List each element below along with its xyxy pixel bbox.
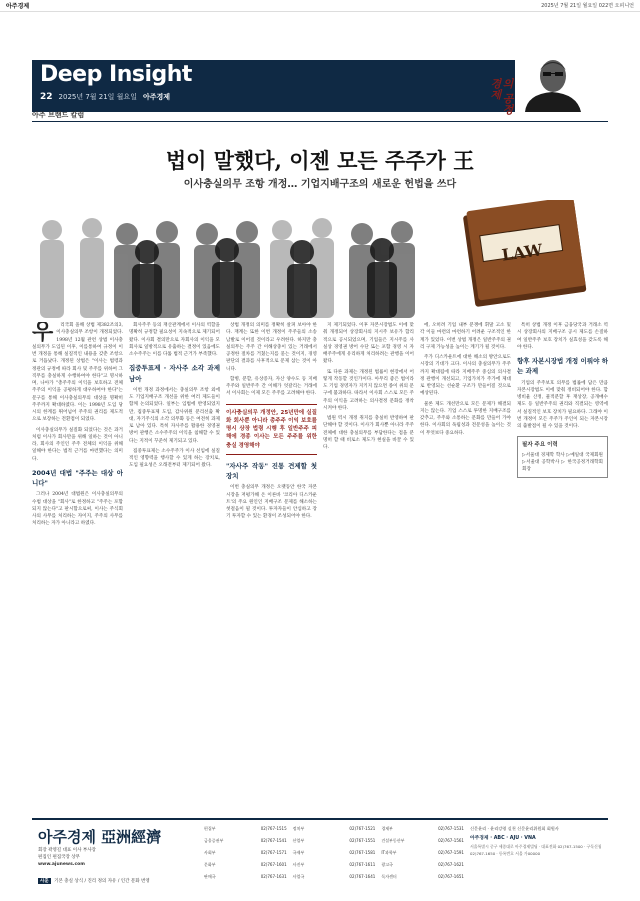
phone-label: 산업부 [292,838,305,843]
partner-logos: 아주경제 · ABC · AJU · VNA [470,835,536,841]
phone-number: 02)767-1541 [260,838,287,843]
paragraph: 기업의 주주보호 의무를 법률에 담은 만큼 자본시장법도 이에 맞춰 정비되어야 한다. 합병비율 산정, 물적분할 후 재상장, 공개매수 제도 등 일반주주의 권리와 직결되는 영역에서 실질적인 보호 장치가 필요하다. 그래야 이번 개정이 모든 주주가 주인이 되는 자본시장의 출발점이 될 수 있을 것이다. [517,380,608,430]
phone-row [381,862,464,874]
phone-number: 02)767-1591 [438,850,464,855]
paragraph: 상법 개정의 의미를 정확히 살펴 보아야 한다. 재계는 또한 이번 개정이 주주들의 소송 남발로 이어질 것이라고 우려한다. 하지만 충실의무는 주주 간 이해상충이 있는 거래에서 공정한 절차를 거쳤는지를 묻는 것이지, 경영 판단의 결과를 사후적으로 문제 삼는 것이 아니다. [226,323,317,372]
column-5 [420,322,511,802]
phone-row [204,850,287,862]
phone-label: 정치부 [292,826,305,831]
illustration-crowd-law-book [32,200,608,318]
paragraph: 특히 상법 개정 이후 금융당국과 거래소 역시 상장회사의 지배구조 공시 제도를 손질하여 일반주주 보호 장치가 실효성을 갖도록 해야 한다. [517,323,608,350]
article-body [32,322,608,802]
series-label: 아주 브랜드 칼럼 [32,111,85,119]
profile-title: 필자 주요 이력 [522,442,558,449]
phone-row [381,826,464,838]
department-phone-list [204,826,464,886]
footer-address: 서울특별시 중구 세종대로 아주경제빌딩 · 대표전화 02)767-1500 · 구독신청 02)767-1650 · 등록번호 서울 가00000 [470,844,602,856]
paragraph: 그러나 2004년 대법원은 이사충실의무의 수범 대상을 "회사"로 한정하고 "주주는 포함되지 않는다"고 판시함으로써, 이사는 주식회사의 사무를 처리하는 자이지, 주주의 사무를 처리하는 자가 아니라고 하였다. [32,492,123,527]
page-top-bar [0,0,640,12]
footer-right-info [470,826,608,857]
paragraph: 물론 제도 개선만으로 모든 문제가 해결되지는 않는다. 기업 스스로 투명한 지배구조를 갖추고, 주주와 소통하는 문화를 만들어 가야 한다. 이사회의 독립성과 전문성을 높이는 것이 무엇보다 중요하다. [420,401,511,436]
phone-number: 02)767-1581 [349,850,376,855]
section-heading: 집중투표제 · 자사주 소각 과제 남아 [129,364,220,383]
phone-row [293,850,376,862]
motto-label: 사훈 [40,879,49,884]
header-rule [32,121,608,122]
law-book-label: LAW [500,240,544,265]
headline: 법이 말했다, 이젠 모든 주주가 王 [165,148,475,173]
phone-row [381,838,464,850]
paragraph: 주가 디스카운트에 대한 해소의 방안으로도 시장의 기대가 크다. 이사의 충실의무가 주주까지 확대됨에 따라 지배주주 중심의 의사결정 관행이 개선되고, 기업가치가 주가에 제대로 반영되는 선순환 구조가 만들어질 것으로 예상된다. [420,355,511,397]
phone-row [204,826,287,838]
footer-staff-info [38,848,188,869]
paragraph: 집중투표제는 소수주주가 이사 선임에 실질적인 영향력을 행사할 수 있게 하는 장치로, 도입 필요성은 오래전부터 제기되어 왔다. [129,448,220,469]
phone-row [293,838,376,850]
paragraph: 에, 오히려 기업 내부 분쟁에 휘말 고소 및 각 이들 마련의 마련하기 어려운 구조적인 한계가 있었다. 이번 상법 개정은 일반주주의 권리 구제 가능성을 높이는 계기가 될 것이다. [420,323,511,350]
issue-date: 2025년 7월 21일 월요일 [58,93,137,101]
phone-label: 건설부동산부 [381,838,405,843]
pull-quote: 이사충실의무 개정안, 25년만에 실질화 회사뿐 아니라 총주주 이익 보호를 명시 상장 법령 시행 후 일반주주 피해에 경종 이사는 모든 주주를 위한 충실 경영해야 [226,404,317,455]
phone-label: 사진부 [292,862,305,867]
phone-row [381,850,464,862]
section-heading: 향후 자본시장법 개정 이뤄야 하는 과제 [517,357,608,376]
phone-row [293,874,376,886]
phone-label: IT과학부 [381,850,397,855]
phone-label: 경제부 [381,826,393,831]
phone-label: 광고국 [381,862,393,867]
phone-label: 사회부 [204,850,216,855]
phone-number: 02)767-1601 [260,862,287,867]
profile-lines: ▷서울대 경제학 학사 ▷예일대 국제회원 ▷서울대 공학박사 ▷ 한국공정거래학회 회장 [522,452,603,473]
phone-row [204,838,287,850]
column-1 [32,322,123,802]
phone-number: 02)767-1561 [438,838,464,843]
phone-row [293,826,376,838]
paragraph: 지 제기되었다. 이후 자본시장법도 이에 맞춰 개정되어 상장회사의 지시주 보유가 합리적으로 공시되었으며, 기업들은 지시주를 사실상 경영권 방어 수단 또는 포함 경영 시 자배주주에게 유리하게 처리하려는 관행을 이어왔다. [323,323,414,365]
phone-number: 02)767-1515 [260,826,287,831]
phone-row [204,862,287,874]
columnist-portrait [515,50,590,112]
phone-label: 문화부 [204,862,216,867]
phone-number: 02)767-1651 [438,874,464,879]
paragraph: 이번 개정 과정에서는 충실의무 조항 외에도 기업지배구조 개선을 위한 여러 제도들이 함께 논의되었다. 일부는 입법에 반영되었지만, 집중투표제 도입, 감사위원 분리선출 확대, 자기주식의 소각 의무화 등은 여전히 과제로 남아 있다. 특히 자사주를 활용한 경영권 방어 관행은 소수주주의 이익을 침해할 수 있다는 지적이 꾸준히 제기되고 있다. [129,387,220,444]
paragraph: 합병, 분할, 유상증자, 자산 양수도 등 지배주주와 일반주주 간 이해가 엇갈리는 거래에서 이사회는 이제 모든 주주를 고려해야 한다. [226,376,317,397]
paragraph: 이사충실의무가 실질화 되었다는 것은 과거처럼 이사가 회사만을 위해 일하는 것이 아니라, 회사의 주인인 주주 전체의 이익을 위해 일해야 한다는 법적 근거를 마련했다는 의미다. [32,427,123,462]
paragraph: 이번 충실의무 개정은 오랫동안 한국 자본시장을 저평가해 온 이른바 '코리아 디스카운트'의 주요 원인인 지배구조 문제를 해소하는 첫걸음이 될 것이다. 투자자들이 안심하고 장기 투자할 수 있는 환경이 조성되어야 한다. [226,485,317,520]
paragraph: 리국회 올해 상법 제382조의3, 이사충실의무 조항이 개정되었다. 1998년 12월 관련 상법 이사충실의무가 도입된 이후, 이를통하여 규정이 이번 개정을 통해 실질적인 내용을 갖춘 조항으로 거듭났다. 개정된 상법은 "이사는 법령과 정관의 규정에 따라 회사 및 주주를 위하여 그 직무를 충실하게 수행하여야 한다"고 명시하며, 나아가 "총주주의 이익을 보호하고 전체 주주의 이익을 공평하게 대우하여야 한다"는 문구를 통해 이사충실의무의 대상을 명확히 주주까지 확대하였다. 이는 1998년 도입 당시의 한계를 뛰어넘어 주주의 권리를 제도적으로 보장하는 전환점이 되었다. [32,323,123,423]
column-6 [517,322,608,802]
publisher-line: 회장 곽영길 대표 이사 부사장 [38,848,96,853]
phone-number: 02)767-1521 [349,826,376,831]
phone-label: 편집부 [204,826,216,831]
column-2 [129,322,220,802]
masthead-brand: 아주경제 [142,93,171,101]
phone-number: 02)767-1631 [260,874,287,879]
footer-logo: 아주경제 亞洲經濟 [38,828,162,846]
column-3 [226,322,317,802]
paragraph: 법원 역시 개정 취지를 충실히 반영하여 판단해야 할 것이다. 이사가 회사뿐 아니라 주주 전체에 대한 충실의무를 부담한다는 점을 분명히 할 때 비로소 제도가 현실을 바꿀 수 있다. [323,416,414,450]
phone-number: 02)767-1621 [438,862,464,867]
author-profile-box [517,436,608,478]
masthead-meta [40,92,170,102]
section-heading: 2004년 대법 "주주는 대상 아니다" [32,468,123,488]
paragraph: 회사주주 등의 재산관계에서 이사의 역할을 명확히 규정할 필요성이 지속적으로 제기되어 왔다. 이사회 결의만으로 자회사의 이익을 모회사로 일방적으로 유출하는 결정이 있음에도 소수주주는 이를 다툴 법적 근거가 부족했다. [129,323,220,357]
phone-number: 02)767-1571 [260,850,287,855]
footer-url[interactable]: www.ajunews.com [38,861,85,867]
ethics-line: 신문윤리 · 윤리강령 실천 신문윤리위원회 회원사 [470,826,559,831]
top-issue-info: 2025년 7월 21일 월요일 022면 오피니언 [541,3,634,9]
phone-label: 국제부 [292,850,305,855]
page-number: 22 [40,92,53,102]
top-paper-name: 아주경제 [6,3,30,10]
phone-label: 금융증권부 [204,838,224,843]
phone-label: 판매국 [204,874,216,879]
subheadline: 이사충실의무 조항 개정… 기업지배구조의 새로운 헌법을 쓰다 [183,179,457,190]
phone-number: 02)767-1641 [349,874,376,879]
section-heading: "자사주 작동" 진통 견제할 첫 장치 [226,461,317,481]
column-name: 의 공정경제 [488,78,514,115]
phone-number: 02)767-1531 [438,826,464,831]
phone-row [381,874,464,886]
paragraph: 또 다른 과제는 개정된 법률이 현장에서 어떻게 작동할 것인가이다. 아무리 좋은 법이라도 기업 경영자가 지키지 않으면 종이 위의 문구에 불과하다. 따라서 이사회 스스로 모든 주주의 이익을 고려하는 의사결정 문화를 정착시켜야 한다. [323,369,414,411]
phone-number: 02)767-1551 [349,838,376,843]
drop-cap: 우 [32,322,54,345]
phone-row [293,862,376,874]
phone-label: 독자센터 [381,874,397,879]
footer-motto [38,878,150,884]
phone-row [204,874,287,886]
editor-line: 편집인 편집국장 상무 [38,854,80,860]
phone-number: 02)767-1611 [349,862,376,867]
newspaper-footer [32,818,608,890]
phone-label: 사업국 [292,874,305,879]
column-4 [323,322,414,802]
section-title: Deep Insight [40,62,192,87]
motto-text: 기본 충실 상식 / 진리 정의 자유 / 인간 문화 번영 [54,879,150,884]
masthead [0,50,640,120]
